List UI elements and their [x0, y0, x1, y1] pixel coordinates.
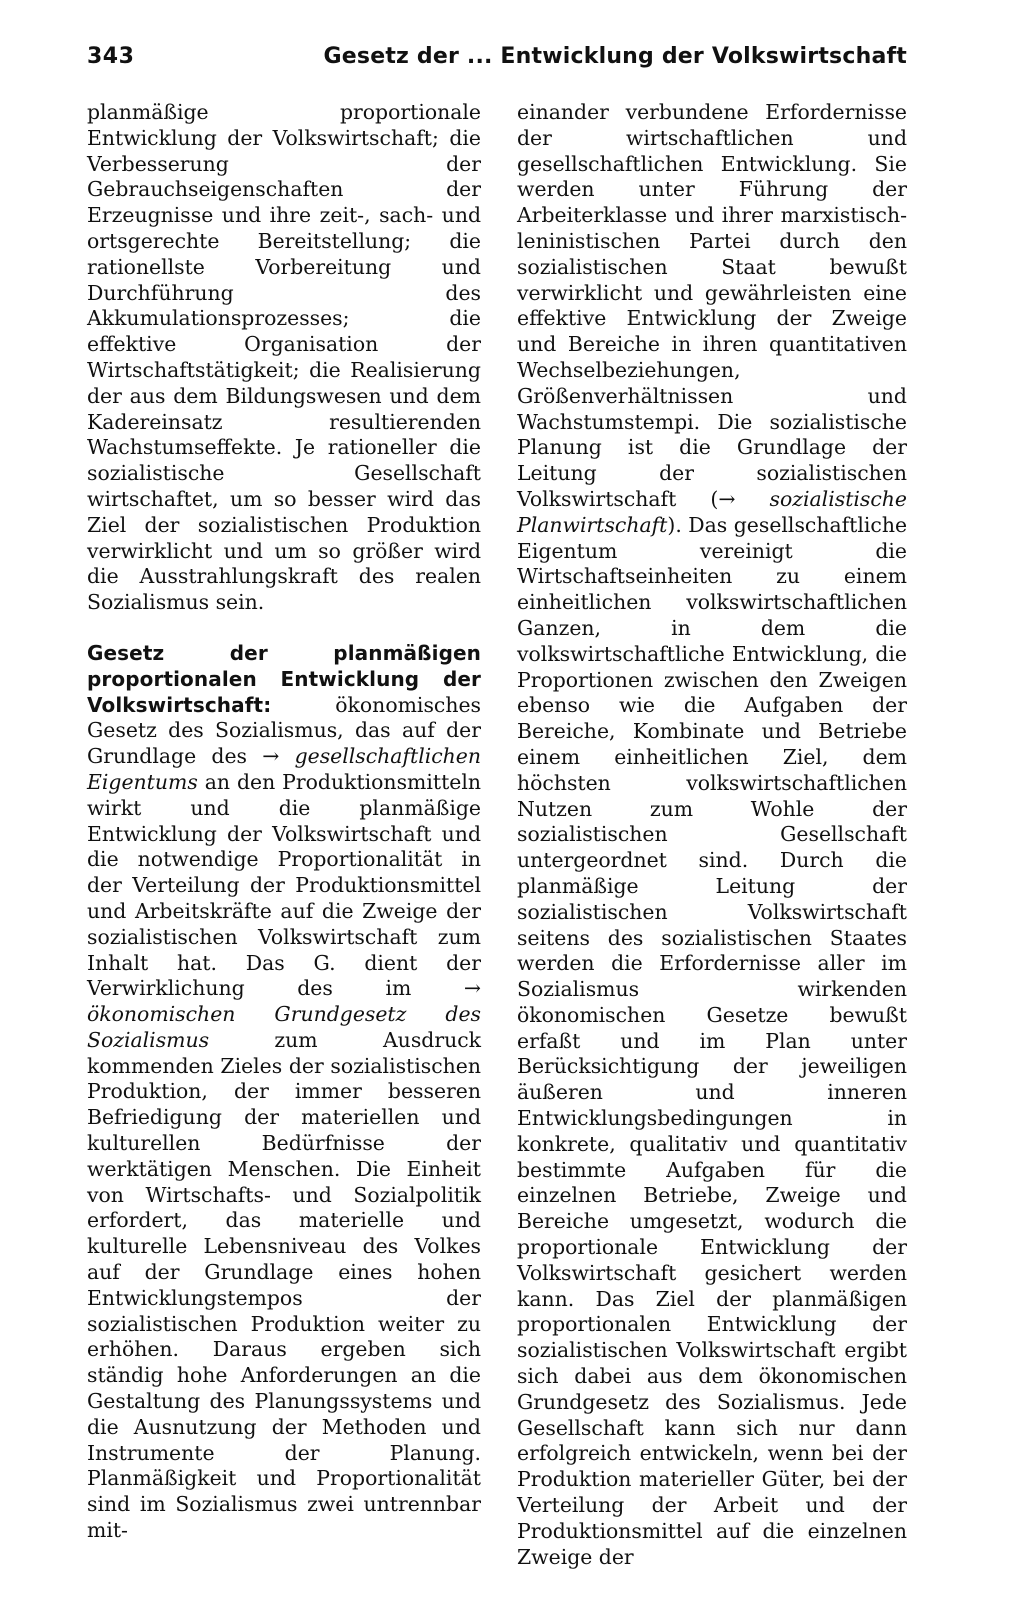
entry-text: ). Das gesellschaftliche Eigentum vereinigt die Wirtschaftseinheiten zu einem einheitlichen volkswirtschaftlichen Ganzen, in dem die volkswirtschaftliche Entwicklung, die Proportionen zwischen den Zweigen ebenso wie die Aufgaben der Bereiche, Kombinate und Betriebe einem einheitlichen Ziel, dem höchsten volkswirtschaftlichen Nutzen zum Wohle der sozialistischen Gesellschaft untergeordnet sind. Durch die planmäßige Leitung der sozialistischen Volkswirtschaft seitens des sozialistischen Staates werden die Erfordernisse aller im Sozialismus wirkenden ökonomischen Gesetze bewußt erfaßt und im Plan unter Berücksichtigung der jeweiligen äußeren und inneren Entwicklungsbedingungen in konkrete, qualitativ und quantitativ bestimmte Aufgaben für die einzelnen Betriebe, Zweige und Bereiche umgesetzt, wodurch die proportionale Entwicklung der Volkswirtschaft gesichert werden kann. Das Ziel der planmäßigen proportionalen Entwicklung der sozialistischen Volkswirtschaft ergibt sich dabei aus dem ökonomischen Grundgesetz des Sozialismus. Jede Gesellschaft kann sich nur dann erfolgreich entwickeln, wenn bei der Produktion materieller Güter, bei der Verteilung der Arbeit und der Produktionsmittel auf die einzelnen Zweige der [517, 512, 908, 1569]
right-column [517, 100, 907, 1570]
page-number: 343 [87, 44, 135, 69]
running-title: Gesetz der ... Entwicklung der Volkswirtschaft [323, 44, 907, 69]
entry-text: einander verbundene Erfordernisse der wirtschaftlichen und gesellschaftlichen Entwicklung. Sie werden unter Führung der Arbeiterklasse und ihrer marxistisch-leninistischen Partei durch den sozialistischen Staat bewußt verwirklicht und gewährleisten eine effektive Entwicklung der Zweige und Bereiche in ihren quantitativen Wechselbeziehungen, Größenverhältnissen und Wachstumstempi. Die sozialistische Planung ist die Grundlage der Leitung der sozialistischen Volkswirtschaft ( [517, 100, 907, 511]
continued-paragraph: planmäßige proportionale Entwicklung der Volkswirtschaft; die Verbesserung der Gebrauchseigenschaften der Erzeugnisse und ihre zeit-, sach- und ortsgerechte Bereitstellung; die rationellste Vorbereitung und Durchführung des Akkumulationsprozesses; die effektive Organisation der Wirtschaftstätigkeit; die Realisierung der aus dem Bildungswesen und dem Kadereinsatz resultierenden Wachstumseffekte. Je rationeller die sozialistische Gesellschaft wirtschaftet, um so besser wird das Ziel der sozialistischen Produktion verwirklicht und um so größer wird die Ausstrahlungskraft des realen Sozialismus sein. [87, 100, 481, 615]
cross-reference-arrow-icon: → [463, 976, 481, 1001]
entry-term: Gesetz der planmäßigen proportionalen Entwicklung der Volkswirtschaft: [87, 640, 481, 717]
cross-reference-link[interactable]: ökonomischen Grundgesetz des Sozialismus [87, 1002, 481, 1052]
cross-reference-link[interactable]: sozialistische Planwirtschaft [517, 486, 907, 537]
cross-reference-link[interactable]: gesellschaftlichen Eigentums [87, 744, 481, 794]
entry-text: ökonomisches Gesetz des Sozialismus, das auf der Grundlage des [87, 692, 481, 769]
entry-text: zum Ausdruck kommenden Zieles der sozialistischen Produktion, der immer besseren Befriedigung der materiellen und kulturellen Bedürfnisse der werktätigen Menschen. Die Einheit von Wirtschafts- und Sozialpolitik erfordert, das materielle und kulturelle Lebensniveau des Volkes auf der Grundlage eines hohen Entwicklungstempos der sozialistischen Produktion weiter zu erhöhen. Daraus ergeben sich ständig hohe Anforderungen an die Gestaltung des Planungssystems und die Ausnutzung der Methoden und Instrumente der Planung. Planmäßigkeit und Proportionalität sind im Sozialismus zwei untrennbar mit- [87, 1027, 481, 1543]
entry-continuation [517, 100, 907, 1570]
cross-reference-arrow-icon: → [262, 744, 280, 769]
page-header [87, 44, 907, 84]
left-column [87, 100, 481, 1544]
cross-reference-arrow-icon: → [718, 486, 736, 511]
dictionary-entry [87, 641, 481, 1544]
entry-text: an den Produktionsmitteln wirkt und die planmäßige Entwicklung der Volkswirtschaft und die notwendige Proportionalität in der Verteilung der Produktionsmittel und Arbeitskräfte auf die Zweige der sozialistischen Volkswirtschaft zum Inhalt hat. Das G. dient der Verwirklichung des im [87, 769, 481, 1001]
